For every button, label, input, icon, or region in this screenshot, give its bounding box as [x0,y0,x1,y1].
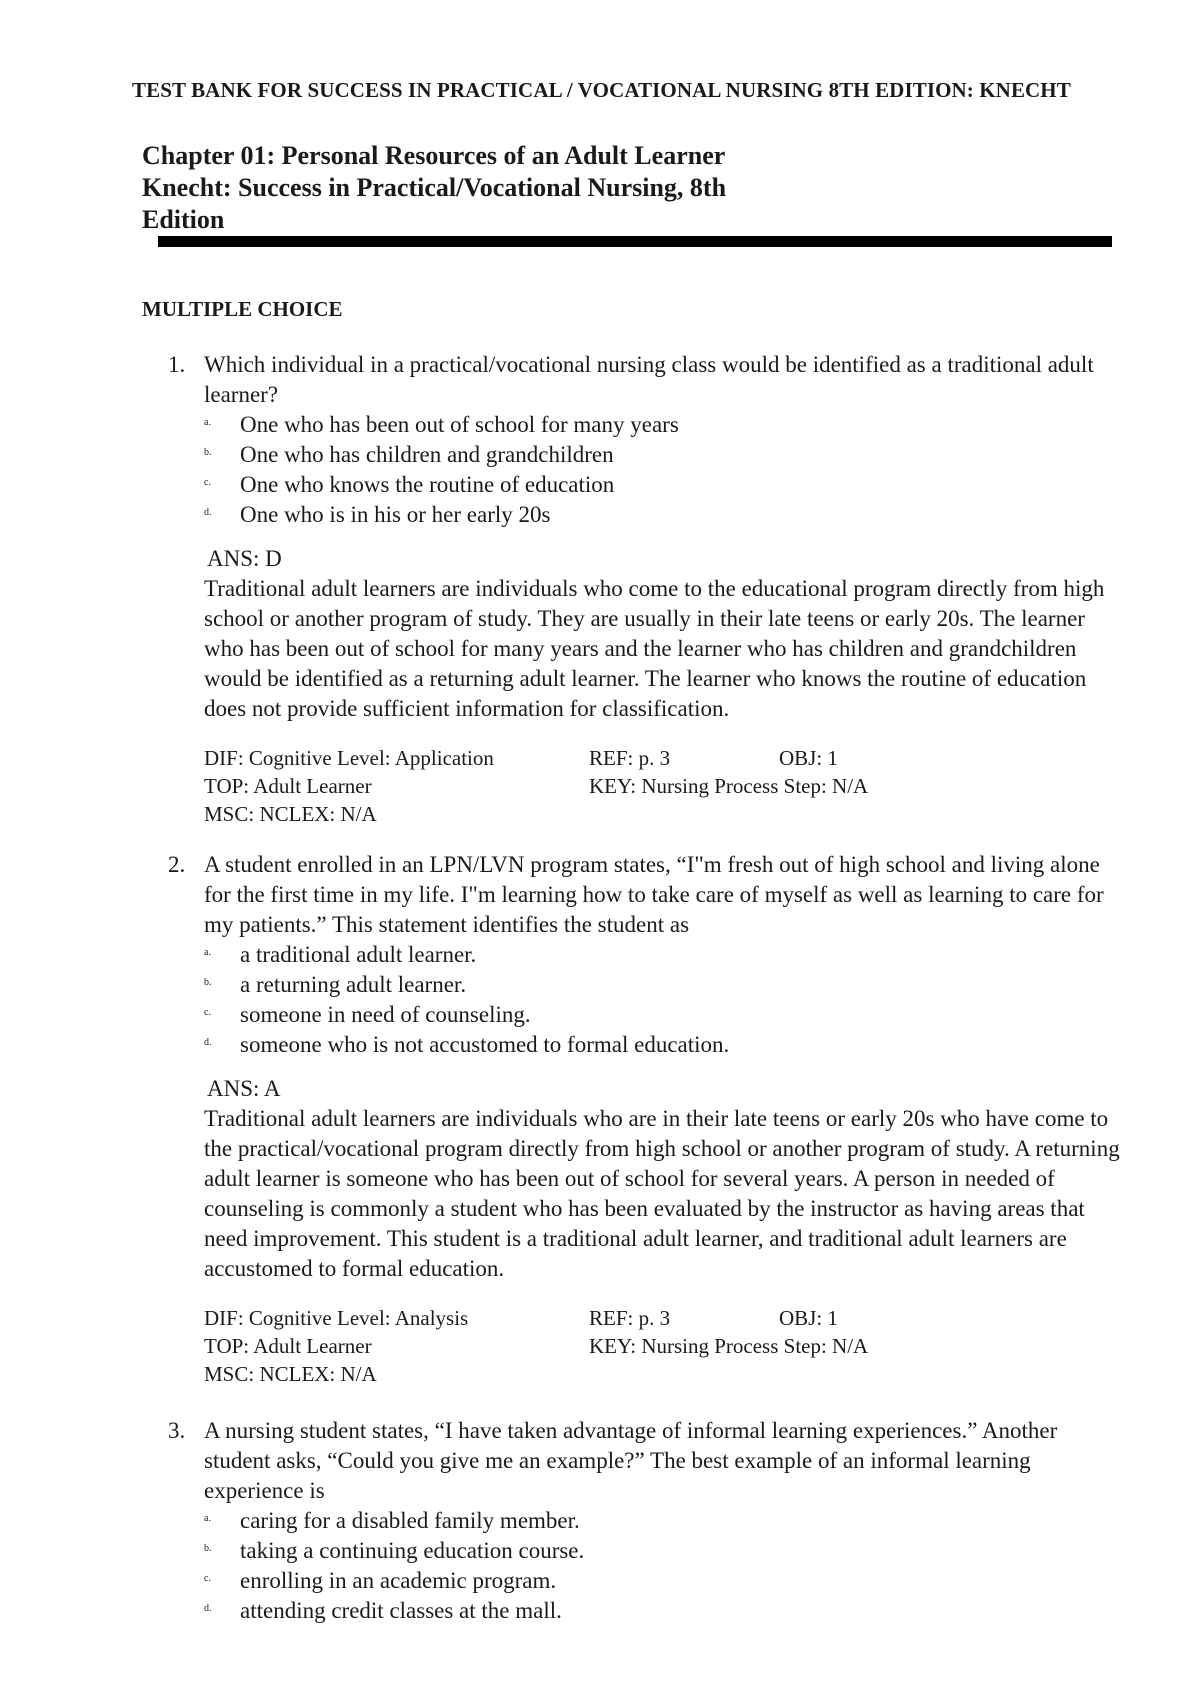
option-c [204,1000,1120,1030]
option-b [204,1536,1120,1566]
question-number: 2. [168,852,186,877]
question-1 [0,350,1200,828]
document-header: TEST BANK FOR SUCCESS IN PRACTICAL / VOCATIONAL NURSING 8TH EDITION: KNECHT [132,78,1071,102]
answer-options [204,410,1120,530]
objective: OBJ: 1 [779,1306,838,1330]
answer-block [204,544,1120,724]
option-text: someone who is not accustomed to formal education. [240,1032,730,1057]
question-number: 3. [168,1418,186,1443]
option-letter: a. [204,1513,211,1524]
option-text: One who has been out of school for many years [240,412,679,437]
option-letter: b. [204,447,212,458]
option-c [204,1566,1120,1596]
option-letter: d. [204,1037,212,1048]
answer-key: ANS: D [207,546,282,571]
option-letter: b. [204,977,212,988]
option-letter: a. [204,417,211,428]
option-c [204,470,1120,500]
option-b [204,440,1120,470]
question-number: 1. [168,352,186,377]
answer-block [204,1074,1120,1284]
chapter-title [142,140,762,236]
reference: REF: p. 3 [589,1306,671,1330]
difficulty: DIF: Cognitive Level: Application [204,746,494,770]
chapter-title-line-1: Chapter 01: Personal Resources of an Adult Learner [142,141,726,170]
question-stem: A student enrolled in an LPN/LVN program states, “I"m fresh out of high school and living alone for the first time in my life. I"m learning how to take care of myself as well as learning to care for my patients.” This statement identifies the student as [204,852,1104,937]
question-metadata [204,1304,1120,1388]
reference: REF: p. 3 [589,746,671,770]
rationale: Traditional adult learners are individuals who come to the educational program directly from high school or another program of study. They are usually in their late teens or early 20s. The learner who has been out of school for many years and the learner who has children and grandchildren would be identified as a returning adult learner. The learner who knows the routine of education does not provide sufficient information for classification. [204,576,1105,721]
difficulty: DIF: Cognitive Level: Analysis [204,1306,469,1330]
option-text: One who knows the routine of education [240,472,615,497]
option-text: a returning adult learner. [240,972,467,997]
miscellaneous: MSC: NCLEX: N/A [204,1362,377,1386]
option-a [204,1506,1120,1536]
option-text: taking a continuing education course. [240,1538,585,1563]
chapter-title-line-3: Edition [142,205,225,234]
option-letter: c. [204,1573,211,1584]
key-process: KEY: Nursing Process Step: N/A [589,774,869,798]
option-letter: a. [204,947,211,958]
answer-options [204,1506,1120,1626]
topic: TOP: Adult Learner [204,1334,372,1358]
option-d [204,1596,1120,1626]
question-list [0,350,1200,1626]
header-divider [158,236,1112,247]
topic: TOP: Adult Learner [204,774,372,798]
section-title: MULTIPLE CHOICE [142,297,343,321]
option-letter: d. [204,1603,212,1614]
answer-options [204,940,1120,1060]
option-letter: c. [204,477,211,488]
option-text: a traditional adult learner. [240,942,477,967]
key-process: KEY: Nursing Process Step: N/A [589,1334,869,1358]
option-text: attending credit classes at the mall. [240,1598,562,1623]
question-stem: A nursing student states, “I have taken advantage of informal learning experiences.” Another student asks, “Could you give me an example?” The best example of an informal learning experience is [204,1418,1058,1503]
option-text: someone in need of counseling. [240,1002,531,1027]
option-d [204,500,1120,530]
option-text: enrolling in an academic program. [240,1568,557,1593]
option-text: One who has children and grandchildren [240,442,614,467]
option-d [204,1030,1120,1060]
option-letter: b. [204,1543,212,1554]
miscellaneous: MSC: NCLEX: N/A [204,802,377,826]
question-3 [0,1416,1200,1626]
option-letter: c. [204,1007,211,1018]
question-stem: Which individual in a practical/vocational nursing class would be identified as a traditional adult learner? [204,352,1094,407]
question-2 [0,850,1200,1388]
option-letter: d. [204,507,212,518]
rationale: Traditional adult learners are individuals who are in their late teens or early 20s who have come to the practical/vocational program directly from high school or another program of study. A returning adult learner is someone who has been out of school for several years. A person in needed of counseling is commonly a student who has been evaluated by the instructor as having areas that need improvement. This student is a traditional adult learner, and traditional adult learners are accustomed to formal education. [204,1106,1120,1281]
option-text: caring for a disabled family member. [240,1508,580,1533]
option-text: One who is in his or her early 20s [240,502,551,527]
answer-key: ANS: A [207,1076,281,1101]
option-a [204,410,1120,440]
question-metadata [204,744,1120,828]
option-b [204,970,1120,1000]
chapter-title-line-2: Knecht: Success in Practical/Vocational Nursing, 8th [142,173,727,202]
option-a [204,940,1120,970]
objective: OBJ: 1 [779,746,838,770]
